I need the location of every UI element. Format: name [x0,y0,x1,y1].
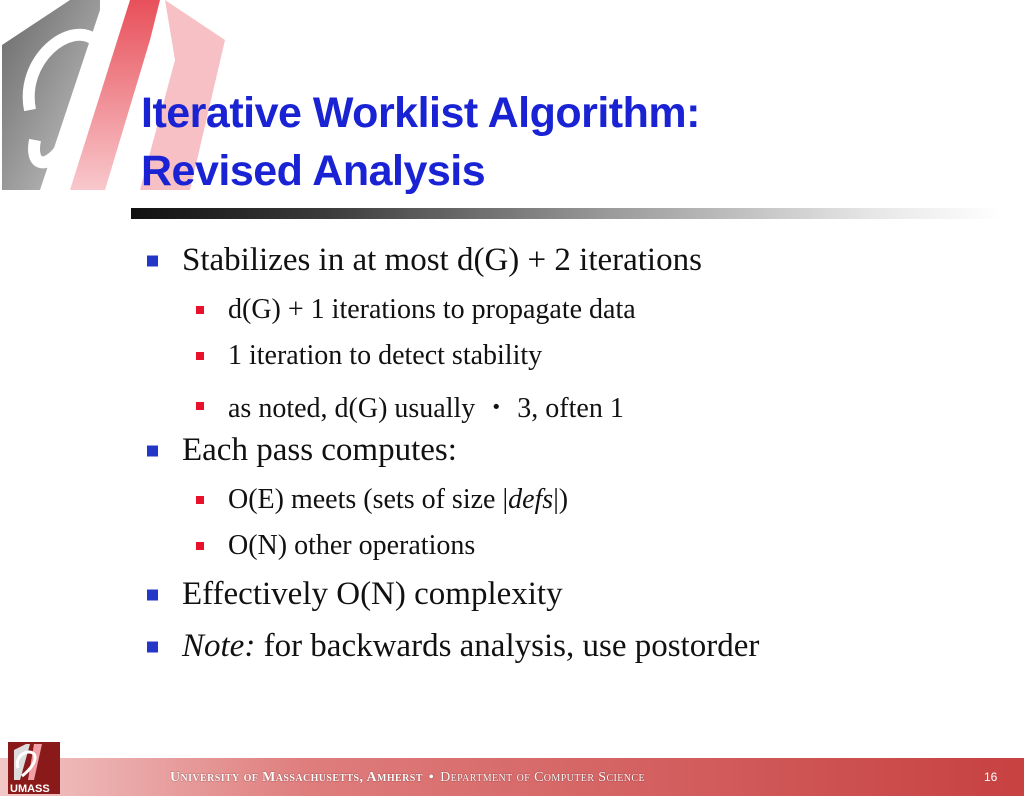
italic-text: defs [508,484,554,515]
bullet-item [147,432,457,469]
sub-bullet-text: as noted, d(G) usually ・ 3, often 1 [228,393,624,424]
separator: • [428,770,435,785]
square-bullet-icon [147,641,158,652]
text-run: |) [553,484,569,515]
italic-text: Note: [182,628,256,664]
sub-bullet-item [196,294,636,326]
square-bullet-icon [196,542,204,550]
square-bullet-icon [196,496,204,504]
bullet-item [147,242,702,279]
bullet-text [182,628,759,664]
title-line-2: Revised Analysis [141,147,486,195]
sub-bullet-item [196,386,624,426]
university-name: University of Massachusetts, Amherst [170,770,423,785]
sub-bullet-text: d(G) + 1 iterations to propagate data [228,294,636,325]
logo-text: UMASS [10,783,50,795]
sub-bullet-text: 1 iteration to detect stability [228,340,543,371]
sub-bullet-text: O(N) other operations [228,530,476,561]
text-run: for backwards analysis, use postorder [255,628,760,664]
square-bullet-icon [196,306,204,314]
square-bullet-icon [196,352,204,360]
bullet-item [147,628,759,665]
bullet-item [147,576,563,613]
sub-bullet-item [196,484,568,516]
sub-bullet-item [196,340,542,372]
umass-small-logo [8,740,64,796]
bullet-text: Effectively O(N) complexity [182,576,563,612]
sub-bullet-text [228,484,568,515]
page-number: 16 [984,770,998,784]
square-bullet-icon [147,445,158,456]
department-name: Department of Computer Science [440,770,645,785]
bullet-text: Each pass computes: [182,432,457,468]
footer-text [170,770,870,786]
sub-bullet-item [196,530,475,562]
text-run: O(E) meets (sets of size | [228,484,509,515]
bullet-text: Stabilizes in at most d(G) + 2 iterations [182,242,702,278]
title-line-1: Iterative Worklist Algorithm: [141,89,700,137]
square-bullet-icon [147,589,158,600]
square-bullet-icon [196,402,204,410]
square-bullet-icon [147,255,158,266]
